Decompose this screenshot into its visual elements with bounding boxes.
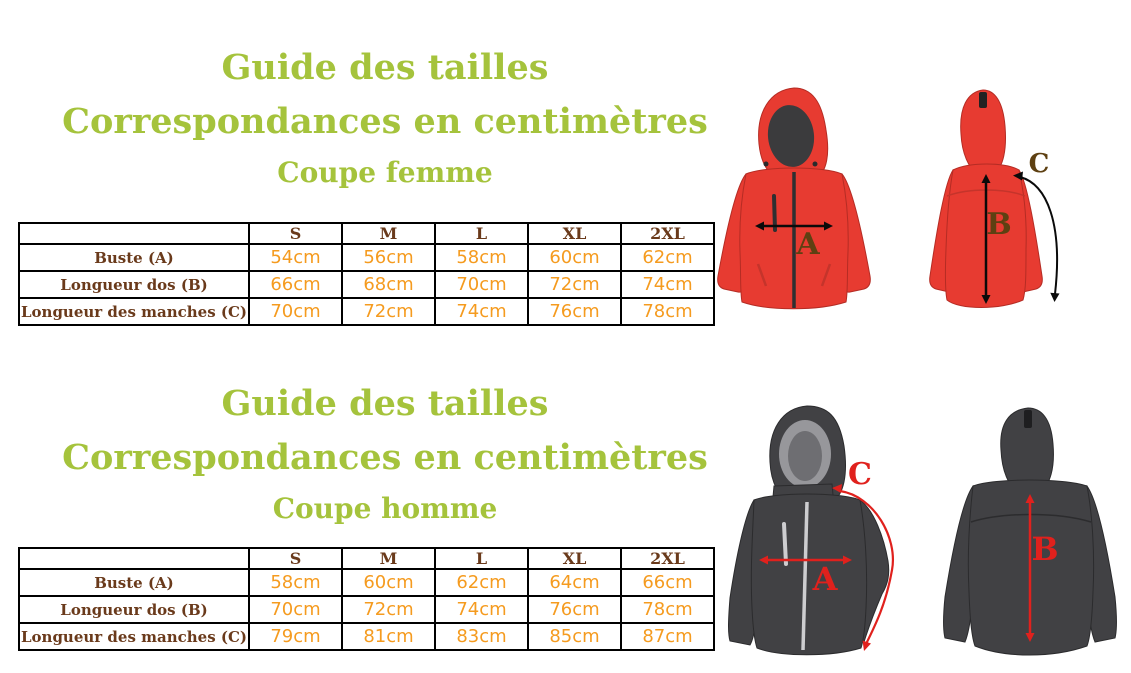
femme-header-row <box>19 223 714 244</box>
table-cell: 56cm <box>342 244 435 271</box>
men-front-letter-a: A <box>812 560 838 598</box>
table-cell: 62cm <box>435 569 528 596</box>
table-cell: 62cm <box>621 244 714 271</box>
homme-row-buste <box>19 569 714 596</box>
homme-header-row <box>19 548 714 569</box>
homme-col-m: M <box>342 548 435 569</box>
row-label: Longueur dos (B) <box>19 596 249 623</box>
femme-subtitle: Coupe femme <box>277 156 493 189</box>
homme-title-block <box>35 383 735 525</box>
femme-col-xl: XL <box>528 223 621 244</box>
table-cell: 68cm <box>342 271 435 298</box>
table-cell: 72cm <box>342 596 435 623</box>
femme-row-longueur-dos <box>19 271 714 298</box>
femme-title-line1: Guide des tailles <box>221 47 549 88</box>
homme-col-l: L <box>435 548 528 569</box>
femme-col-m: M <box>342 223 435 244</box>
women-front-letter-a: A <box>796 227 820 262</box>
femme-title-block <box>35 47 735 189</box>
table-cell: 74cm <box>621 271 714 298</box>
femme-col-l: L <box>435 223 528 244</box>
homme-subtitle: Coupe homme <box>272 492 498 525</box>
row-label: Longueur des manches (C) <box>19 623 249 650</box>
table-cell: 70cm <box>249 596 342 623</box>
table-cell: 70cm <box>435 271 528 298</box>
homme-col-s: S <box>249 548 342 569</box>
femme-row-longueur-manches <box>19 298 714 325</box>
homme-size-table <box>18 547 715 651</box>
table-cell: 76cm <box>528 298 621 325</box>
row-label: Longueur des manches (C) <box>19 298 249 325</box>
women-jacket-front-image <box>702 82 920 317</box>
table-cell: 83cm <box>435 623 528 650</box>
table-cell: 66cm <box>249 271 342 298</box>
table-cell: 78cm <box>621 596 714 623</box>
row-label: Buste (A) <box>19 244 249 271</box>
femme-title-line2: Correspondances en centimètres <box>62 101 708 142</box>
men-sleeve-letter-c: C <box>848 457 872 492</box>
femme-col-s: S <box>249 223 342 244</box>
homme-title-line1: Guide des tailles <box>221 383 549 424</box>
row-label: Buste (A) <box>19 569 249 596</box>
homme-row-longueur-dos <box>19 596 714 623</box>
men-jacket-front-image <box>712 398 932 664</box>
table-cell: 60cm <box>528 244 621 271</box>
homme-row-longueur-manches <box>19 623 714 650</box>
table-cell: 58cm <box>249 569 342 596</box>
homme-col-2xl: 2XL <box>621 548 714 569</box>
table-cell: 70cm <box>249 298 342 325</box>
table-cell: 85cm <box>528 623 621 650</box>
femme-corner-cell <box>19 223 249 244</box>
women-jacket-back-image <box>923 84 1121 316</box>
femme-col-2xl: 2XL <box>621 223 714 244</box>
table-cell: 72cm <box>528 271 621 298</box>
men-jacket-back-image <box>933 402 1131 665</box>
table-cell: 64cm <box>528 569 621 596</box>
table-cell: 76cm <box>528 596 621 623</box>
table-cell: 81cm <box>342 623 435 650</box>
men-back-letter-b: B <box>1031 530 1059 568</box>
table-cell: 66cm <box>621 569 714 596</box>
table-cell: 54cm <box>249 244 342 271</box>
table-cell: 79cm <box>249 623 342 650</box>
table-cell: 74cm <box>435 298 528 325</box>
women-sleeve-letter-c: C <box>1028 149 1050 179</box>
homme-title-line2: Correspondances en centimètres <box>62 437 708 478</box>
table-cell: 74cm <box>435 596 528 623</box>
table-cell: 58cm <box>435 244 528 271</box>
homme-col-xl: XL <box>528 548 621 569</box>
table-cell: 72cm <box>342 298 435 325</box>
table-cell: 78cm <box>621 298 714 325</box>
women-back-letter-b: B <box>986 207 1012 242</box>
table-cell: 60cm <box>342 569 435 596</box>
row-label: Longueur dos (B) <box>19 271 249 298</box>
femme-size-table <box>18 222 715 326</box>
femme-row-buste <box>19 244 714 271</box>
table-cell: 87cm <box>621 623 714 650</box>
homme-corner-cell <box>19 548 249 569</box>
